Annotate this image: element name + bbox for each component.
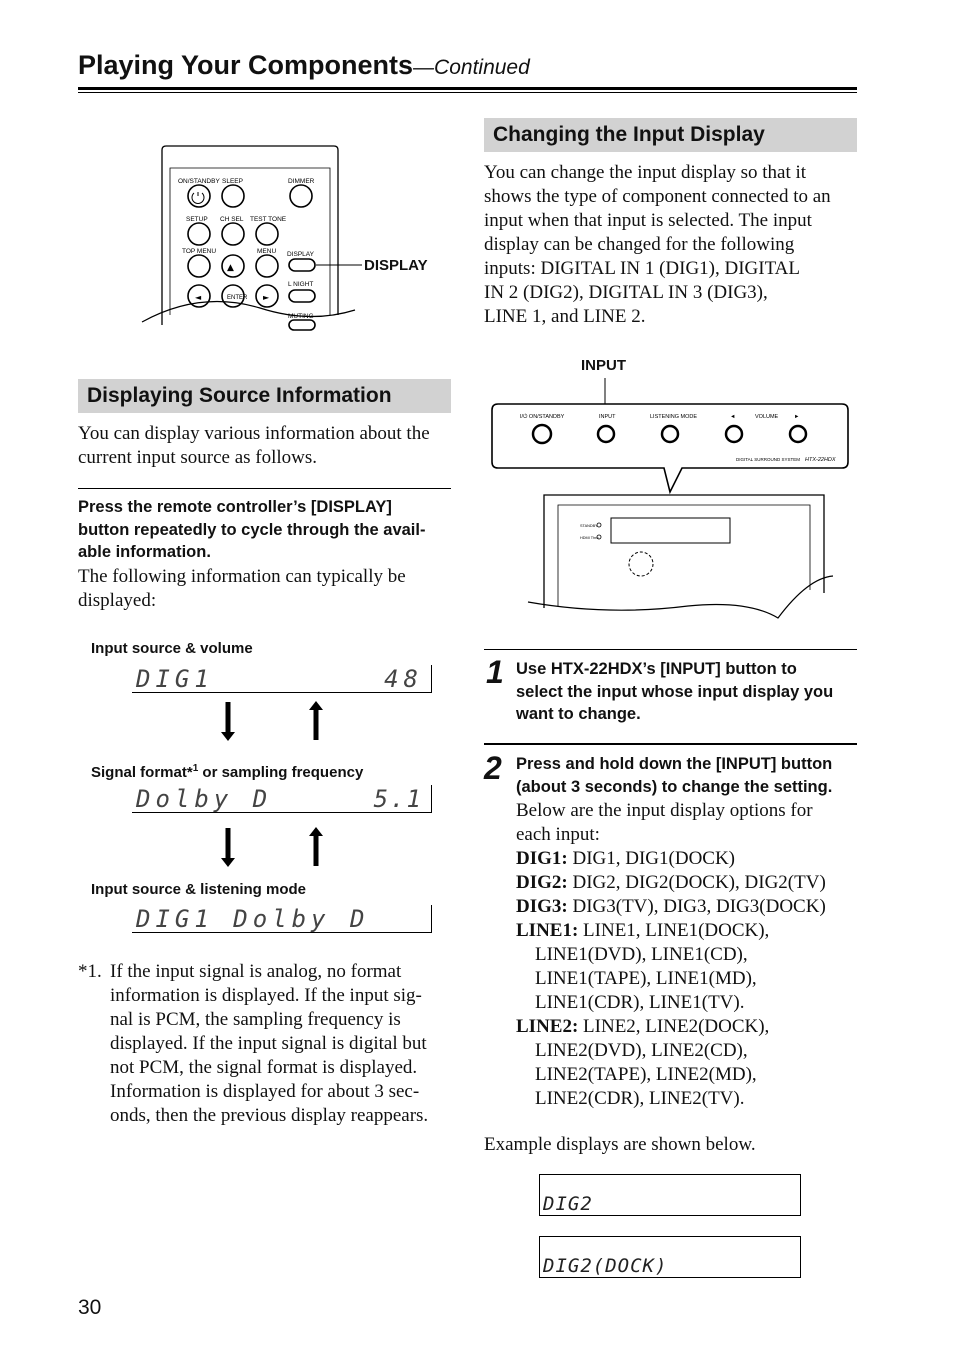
panel-label-listening-mode: LISTENING MODE bbox=[650, 414, 698, 420]
instruction-line: button repeatedly to cycle through the avail- bbox=[78, 520, 426, 539]
footnote-line: onds, then the previous display reappears. bbox=[110, 1105, 429, 1126]
btn-label-sleep: SLEEP bbox=[222, 178, 243, 185]
step-line: (about 3 seconds) to change the setting. bbox=[516, 777, 833, 796]
footnote-line: not PCM, the signal format is displayed. bbox=[110, 1057, 418, 1078]
footnote-text bbox=[110, 960, 460, 1128]
page-header bbox=[78, 50, 530, 81]
step-1-rule bbox=[484, 649, 857, 650]
option-dig3 bbox=[516, 895, 861, 919]
page-title-continued: —Continued bbox=[413, 56, 530, 79]
page-title: Playing Your Components bbox=[78, 50, 414, 80]
option-line1-cont: LINE1(TAPE), LINE1(MD), bbox=[535, 968, 757, 989]
option-line2-cont: LINE2(TAPE), LINE2(MD), bbox=[535, 1064, 757, 1085]
option-dig1 bbox=[516, 847, 861, 871]
footnote-line: displayed. If the input signal is digital but bbox=[110, 1033, 427, 1054]
option-values: LINE1, LINE1(DOCK), bbox=[583, 920, 770, 941]
footnote-ref: 1 bbox=[192, 763, 199, 774]
input-callout: INPUT bbox=[581, 357, 626, 374]
device-illustration bbox=[488, 378, 858, 623]
footnote-line: nal is PCM, the sampling frequency is bbox=[110, 1009, 401, 1030]
example-display-2 bbox=[539, 1236, 801, 1278]
option-values: DIG2, DIG2(DOCK), DIG2(TV) bbox=[572, 872, 826, 893]
lcd-display-3 bbox=[132, 905, 432, 933]
display-label-signal-format bbox=[91, 763, 363, 781]
step-number-1: 1 bbox=[486, 654, 504, 690]
option-line1 bbox=[516, 919, 861, 943]
btn-label-muting: MUTING bbox=[288, 313, 314, 320]
option-line1-cont: LINE1(CDR), LINE1(TV). bbox=[535, 992, 745, 1013]
btn-label-on-standby: ON/STANDBY bbox=[178, 178, 220, 185]
panel-label-volume: VOLUME bbox=[755, 414, 779, 420]
btn-label-display: DISPLAY bbox=[287, 251, 314, 258]
step-1-text bbox=[516, 658, 861, 726]
cycle-arrows-1 bbox=[215, 700, 325, 742]
input-options-list bbox=[516, 847, 861, 1111]
lcd-text-right: 48 bbox=[384, 665, 423, 693]
intro-line: You can change the input display so that it bbox=[484, 162, 807, 183]
options-intro-line: each input: bbox=[516, 824, 600, 845]
option-name: LINE2: bbox=[516, 1016, 579, 1037]
following-line: The following information can typically be bbox=[78, 566, 406, 587]
option-name: DIG2: bbox=[516, 872, 568, 893]
indicator-standby: STANDBY bbox=[580, 524, 598, 528]
step-line: select the input whose input display you bbox=[516, 682, 834, 701]
lcd-text-left: DIG1 Dolby D bbox=[136, 905, 370, 933]
step-2-text bbox=[516, 753, 861, 798]
indicator-hdmi: HDMI Thru bbox=[580, 536, 599, 540]
svg-text:◄: ◄ bbox=[195, 293, 202, 302]
instruction-line: able information. bbox=[78, 543, 211, 561]
option-values: DIG1, DIG1(DOCK) bbox=[572, 848, 736, 869]
following-line: displayed: bbox=[78, 590, 157, 611]
step-line: want to change. bbox=[516, 705, 641, 723]
btn-label-menu: MENU bbox=[257, 248, 277, 255]
intro-line: display can be changed for the following bbox=[484, 234, 795, 255]
options-intro-line: Below are the input display options for bbox=[516, 800, 813, 821]
left-rule bbox=[78, 488, 451, 489]
lcd-text-left: Dolby D bbox=[136, 785, 273, 813]
step-line: Press and hold down the [INPUT] button bbox=[516, 755, 833, 773]
svg-text:▲: ▲ bbox=[227, 263, 234, 273]
btn-label-l-night: L NIGHT bbox=[288, 281, 314, 288]
footnote-line: information is displayed. If the input sig- bbox=[110, 985, 422, 1006]
lcd-display-1 bbox=[132, 665, 432, 693]
right-intro bbox=[484, 161, 859, 329]
btn-label-top-menu: TOP MENU bbox=[182, 248, 217, 255]
model-text: HTX-22HDX bbox=[805, 457, 836, 463]
btn-label-ch-sel: CH SEL bbox=[220, 216, 244, 223]
lcd-text-right: 5.1 bbox=[373, 785, 423, 813]
option-values: DIG3(TV), DIG3, DIG3(DOCK) bbox=[572, 896, 826, 917]
panel-label-input: INPUT bbox=[599, 414, 616, 420]
instruction-line: Press the remote controller’s [DISPLAY] bbox=[78, 498, 392, 516]
page-number: 30 bbox=[78, 1296, 102, 1319]
option-line2 bbox=[516, 1015, 861, 1039]
example-display-text: DIG2 bbox=[543, 1193, 593, 1215]
footnote-marker: *1. bbox=[78, 961, 102, 982]
example-text: Example displays are shown below. bbox=[484, 1134, 756, 1155]
intro-line: IN 2 (DIG2), DIGITAL IN 3 (DIG3), bbox=[484, 282, 768, 303]
btn-label-enter: ENTER bbox=[227, 295, 248, 301]
example-display-1 bbox=[539, 1174, 801, 1216]
brand-text: DIGITAL SURROUND SYSTEM bbox=[736, 457, 801, 462]
options-intro bbox=[516, 799, 861, 847]
option-name: DIG1: bbox=[516, 848, 568, 869]
left-following-text bbox=[78, 565, 458, 613]
remote-control-illustration bbox=[140, 140, 440, 340]
example-display-text: DIG2(DOCK) bbox=[543, 1255, 668, 1277]
svg-text:►: ► bbox=[263, 293, 270, 302]
step-number-2: 2 bbox=[484, 750, 502, 786]
intro-line: inputs: DIGITAL IN 1 (DIG1), DIGITAL bbox=[484, 258, 801, 279]
option-line1-cont: LINE1(DVD), LINE1(CD), bbox=[535, 944, 748, 965]
option-values: LINE2, LINE2(DOCK), bbox=[583, 1016, 770, 1037]
intro-line: shows the type of component connected to an bbox=[484, 186, 831, 207]
step-line: Use HTX-22HDX’s [INPUT] button to bbox=[516, 660, 797, 678]
panel-label-right-arrow: ► bbox=[794, 414, 800, 420]
display-label-input-listening: Input source & listening mode bbox=[91, 881, 307, 898]
left-intro: You can display various information about the current input source as follows. bbox=[78, 423, 430, 468]
left-instruction bbox=[78, 496, 458, 564]
section-heading-displaying-source: Displaying Source Information bbox=[78, 379, 451, 413]
display-label-text: Signal format* bbox=[91, 764, 193, 781]
intro-line: LINE 1, and LINE 2. bbox=[484, 306, 646, 327]
cycle-arrows-2 bbox=[215, 826, 325, 868]
remote-display-callout: DISPLAY bbox=[364, 257, 428, 274]
footnote-line: If the input signal is analog, no format bbox=[110, 961, 402, 982]
footnote-line: Information is displayed for about 3 sec- bbox=[110, 1081, 420, 1102]
header-rule-thin bbox=[78, 92, 857, 93]
section-heading-changing-input: Changing the Input Display bbox=[484, 118, 857, 152]
option-name: LINE1: bbox=[516, 920, 579, 941]
display-label-input-volume: Input source & volume bbox=[91, 640, 253, 657]
btn-label-test-tone: TEST TONE bbox=[250, 216, 287, 223]
option-line2-cont: LINE2(CDR), LINE2(TV). bbox=[535, 1088, 745, 1109]
step-2-rule bbox=[484, 743, 857, 745]
header-rule bbox=[78, 87, 857, 90]
panel-label-on-standby: I/⏻ ON/STANDBY bbox=[520, 414, 565, 420]
btn-label-setup: SETUP bbox=[186, 216, 208, 223]
display-label-tail: or sampling frequency bbox=[198, 764, 364, 781]
option-dig2 bbox=[516, 871, 861, 895]
panel-label-left-arrow: ◄ bbox=[730, 414, 736, 420]
intro-line: input when that input is selected. The input bbox=[484, 210, 812, 231]
lcd-text-left: DIG1 bbox=[136, 665, 214, 693]
lcd-display-2 bbox=[132, 785, 432, 813]
btn-label-dimmer: DIMMER bbox=[288, 178, 315, 185]
option-name: DIG3: bbox=[516, 896, 568, 917]
option-line2-cont: LINE2(DVD), LINE2(CD), bbox=[535, 1040, 748, 1061]
